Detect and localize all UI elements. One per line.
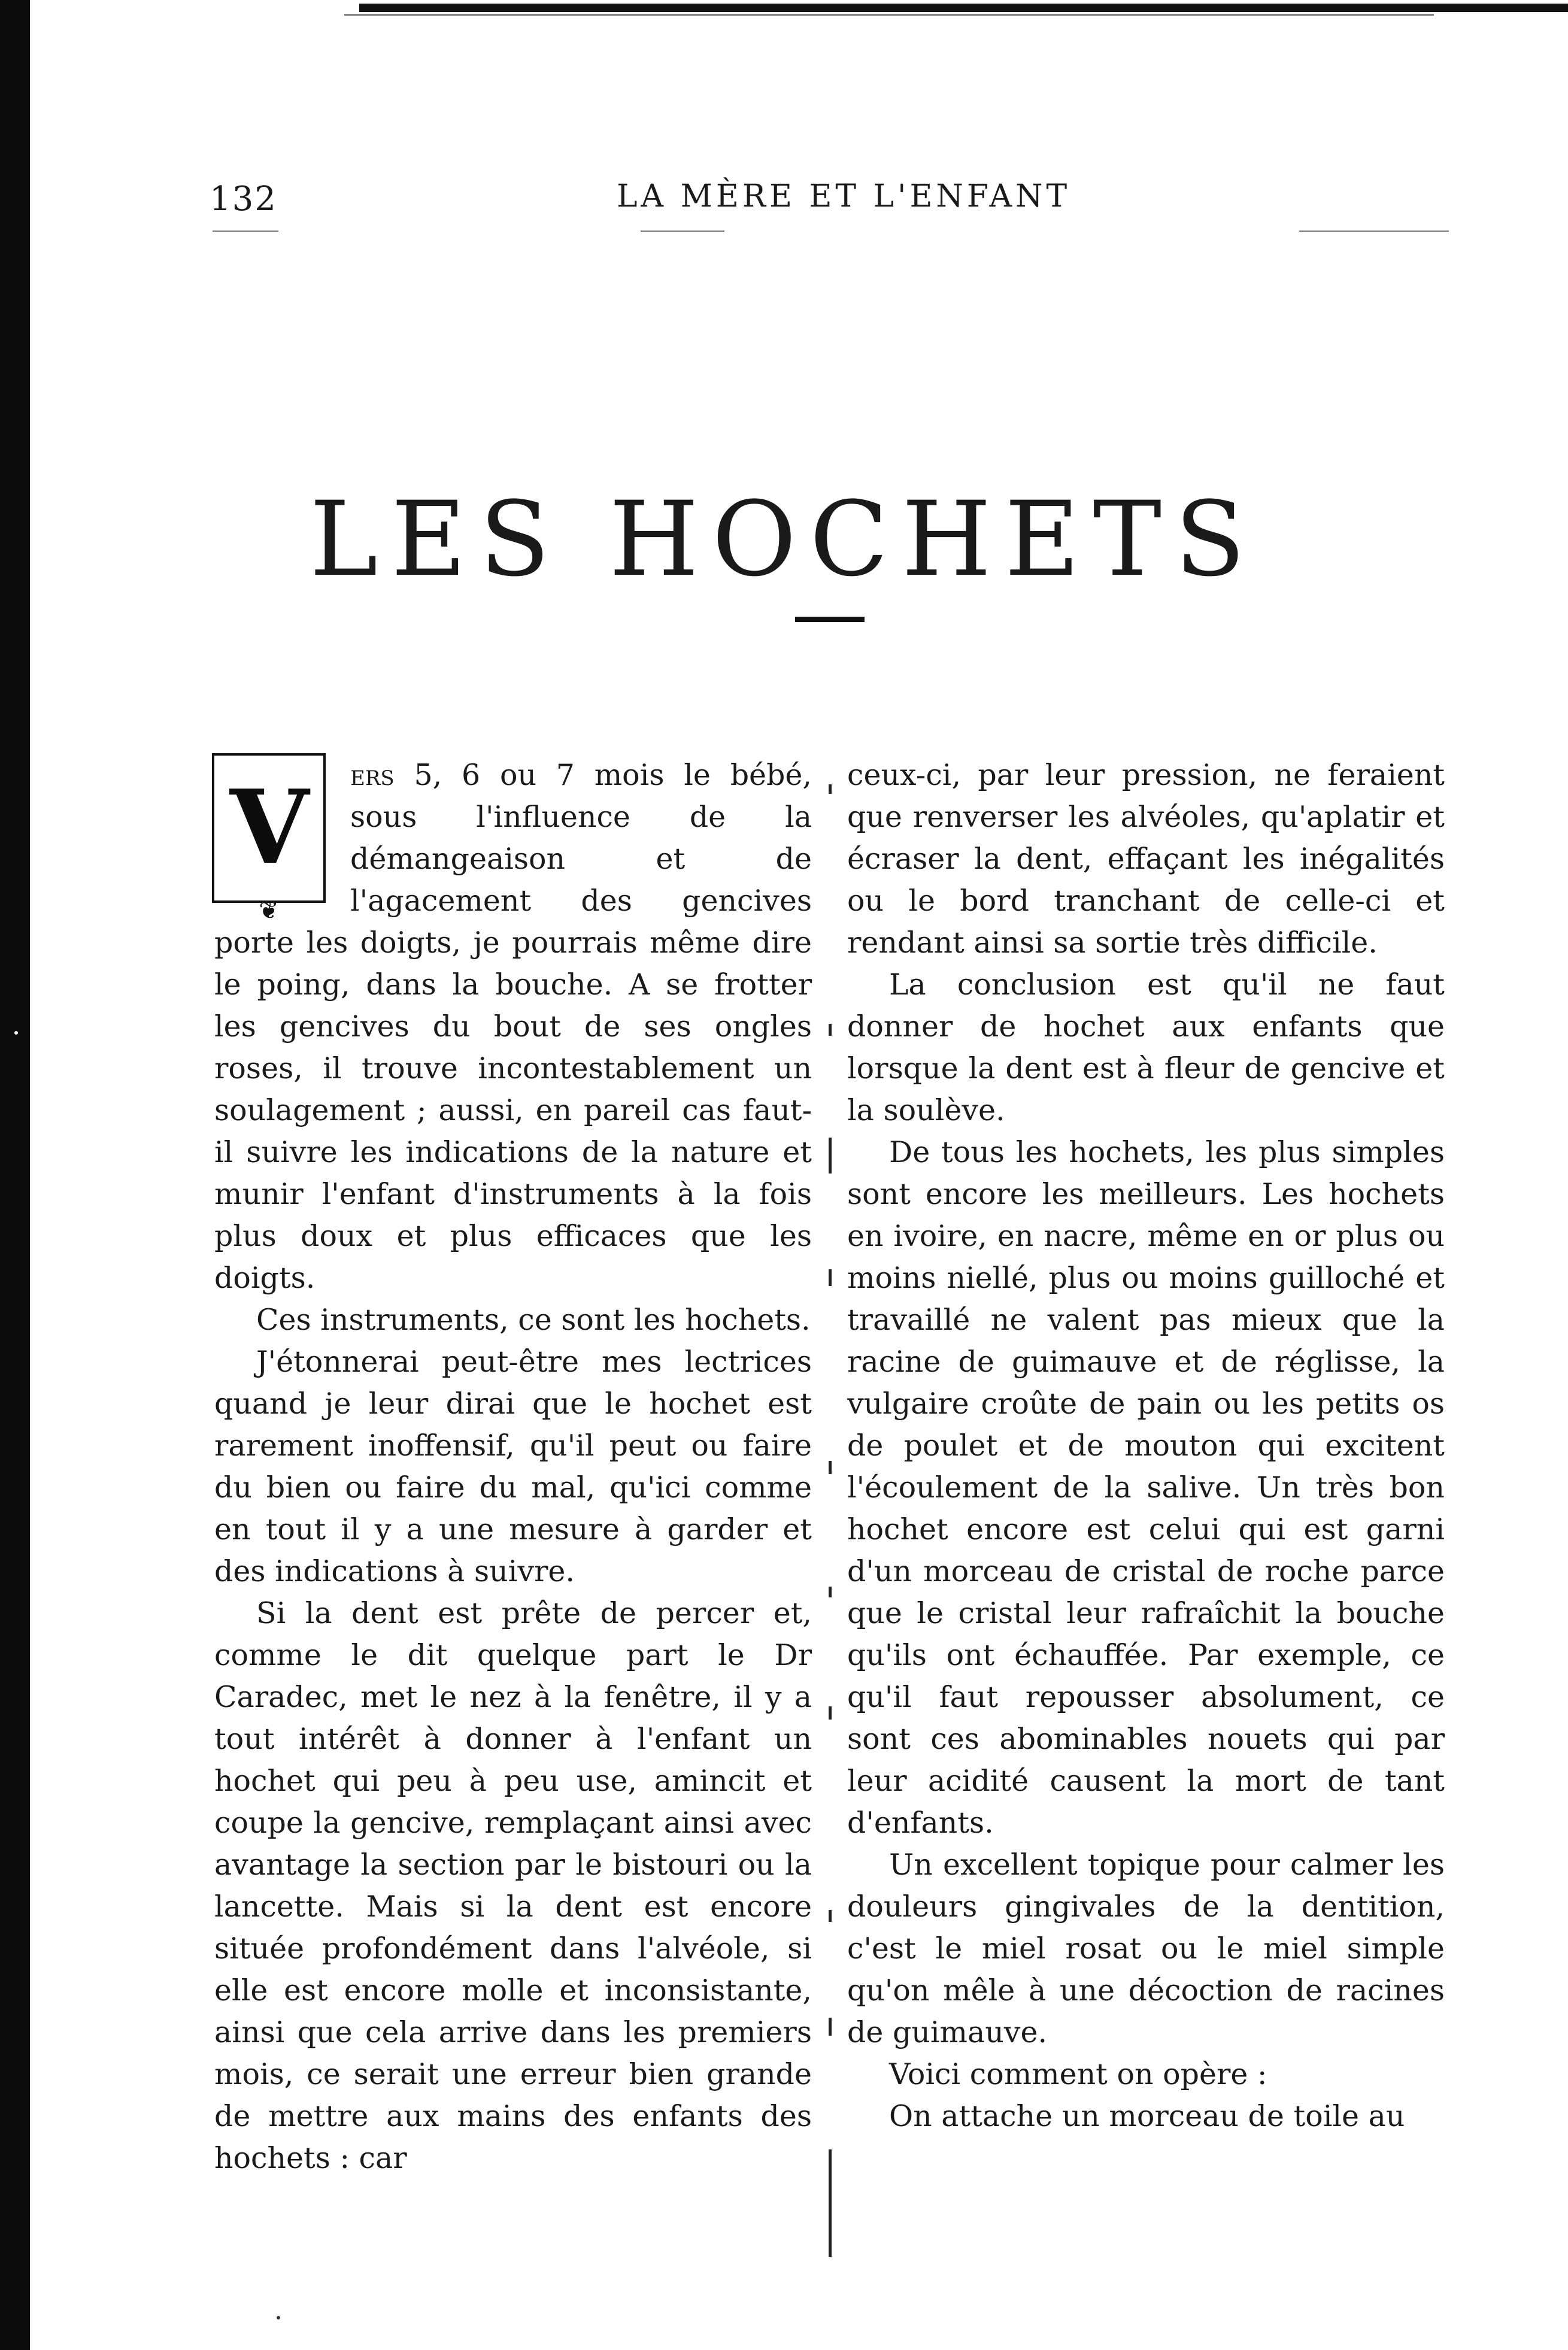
paragraph: De tous les hochets, les plus simples sont encore les meilleurs. Les hochets en ivoire, en nacre, même en or plus ou moins niellé, plus ou moins guilloché et travaillé ne valent pas mieux que la racine de guimauve et de réglisse, la vulgaire croûte de pain ou les petits os de poulet et de mouton qui excitent l'écoulement de la salive. Un très bon hochet encore est celui qui est garni d'un morceau de cristal de roche parce que le cristal leur rafraîchit la bouche qu'ils ont échauffée. Par exemple, ce qu'il faut repousser absolument, ce sont ces abominables nouets qui par leur acidité causent la mort de tant d'enfants. [847, 1135, 1445, 1840]
right-column [847, 754, 1445, 2137]
page-number: 132 [210, 180, 277, 219]
paragraph: J'étonnerai peut-être mes lectrices quand je leur dirai que le hochet est rarement inoffensif, qu'il peut ou faire du bien ou faire du mal, qu'ici comme en tout il y a une mesure à garder et des indications à suivre. [214, 1345, 812, 1588]
header-rule [213, 231, 278, 232]
drop-cap [212, 753, 335, 924]
left-column [214, 754, 812, 2179]
paragraph: Ces instruments, ce sont les hochets. [256, 1303, 811, 1337]
title-rule [795, 617, 865, 622]
scan-binding-edge [0, 0, 30, 2350]
header-rule [641, 231, 724, 232]
drop-cap-letter: V [230, 768, 309, 887]
ornament-icon: ❦ [259, 897, 279, 924]
scan-speck [277, 2316, 280, 2319]
paragraph-text: 5, 6 ou 7 mois le bébé, sous l'influence de la démangeaison et de l'agacement des gencives porte les doigts, je pourrais même dire le poing, dans la bouche. A se frotter les gencives du bout de ses ongles roses, il trouve incontestablement un soulagement ; aussi, en pareil cas faut-il suivre les indications de la nature et munir l'enfant d'instruments à la fois plus doux et plus efficaces que les doigts. [214, 758, 812, 1295]
paragraph [214, 754, 812, 1299]
paragraph: ceux-ci, par leur pression, ne feraient que renverser les alvéoles, qu'aplatir et écraser la dent, effaçant les inégalités ou le bord tranchant de celle-ci et rendant ainsi sa sortie très difficile. [847, 758, 1445, 960]
header-rule [1299, 231, 1449, 232]
paragraph: Un excellent topique pour calmer les douleurs gingivales de la dentition, c'est le miel rosat ou le miel simple qu'on mêle à une décoction de racines de guimauve. [847, 1848, 1445, 2049]
paragraph: Voici comment on opère : [889, 2057, 1267, 2091]
scan-top-line [344, 14, 1434, 16]
first-word-rest: ers [350, 758, 395, 792]
column-gutter-marks [829, 772, 833, 2269]
scan-top-edge [359, 4, 1568, 12]
paragraph: Si la dent est prête de percer et, comme le dit quelque part le Dr Caradec, met le nez à la fenêtre, il y a tout intérêt à donner à l'enfant un hochet qui peu à peu use, amincit et coupe la gencive, remplaçant ainsi avec avantage la section par le bistouri ou la lancette. Mais si la dent est encore située profondément dans l'alvéole, si elle est encore molle et inconsistante, ainsi que cela arrive dans les premiers mois, ce serait une erreur bien grande de mettre aux mains des enfants des hochets : car [214, 1596, 812, 2175]
scan-speck [14, 1031, 18, 1035]
article-title: LES HOCHETS [310, 479, 1258, 600]
paragraph: La conclusion est qu'il ne faut donner de hochet aux enfants que lorsque la dent est à fleur de gencive et la soulève. [847, 968, 1445, 1127]
paragraph: On attache un morceau de toile au [889, 2099, 1405, 2133]
running-head: LA MÈRE ET L'ENFANT [617, 178, 1071, 214]
